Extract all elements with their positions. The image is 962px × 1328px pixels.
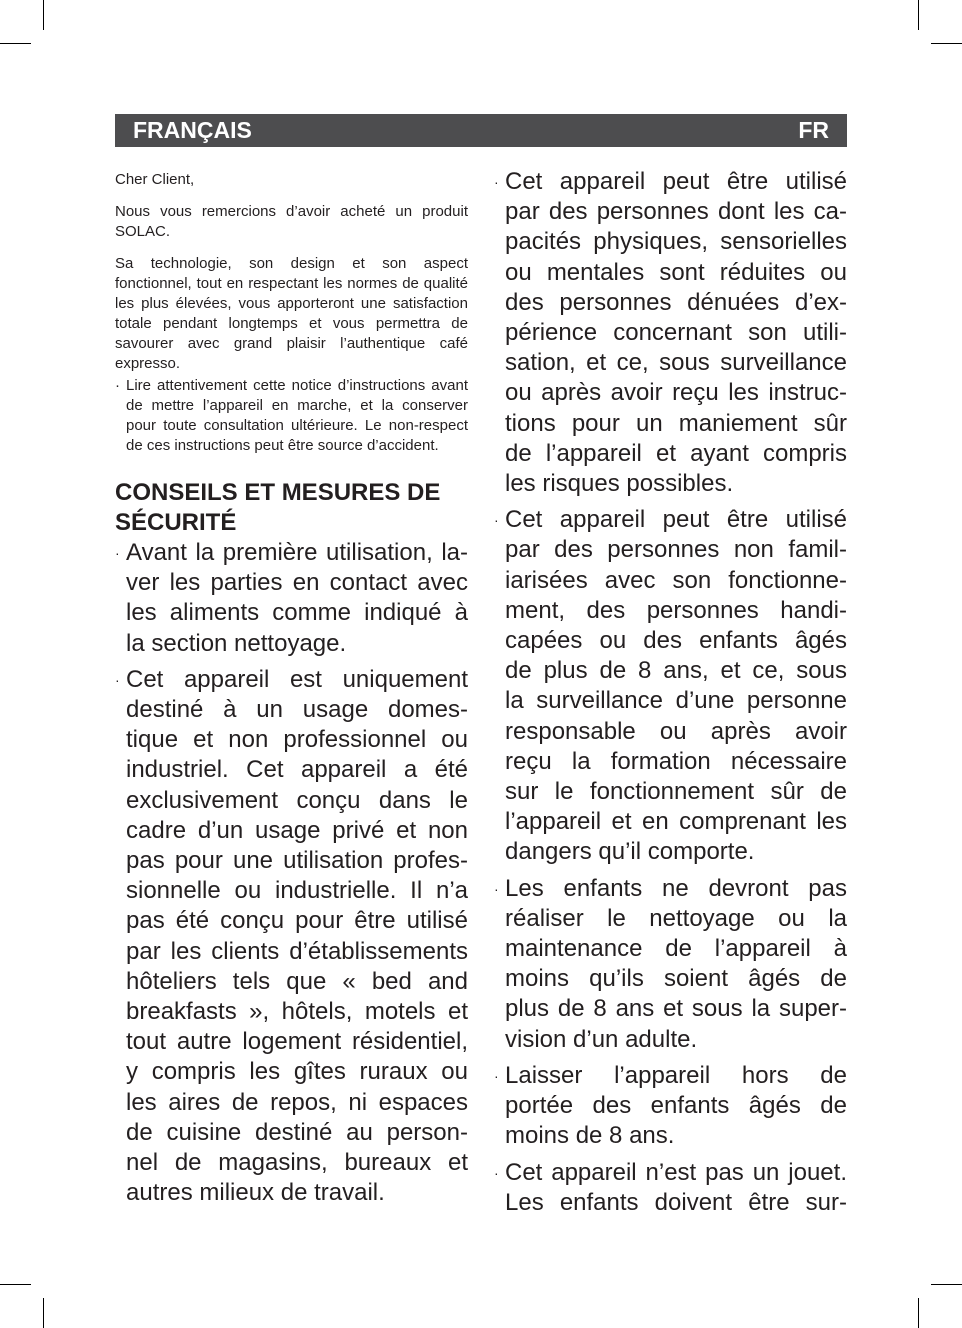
greeting: Cher Client, [115,171,195,188]
line: les risques possibles. [505,470,734,498]
line: dangers qu’il comporte. [505,838,755,866]
line: sionnelle ou industrielle. Il n’a [126,877,468,905]
language-code: FR [798,117,829,143]
crop-mark-top-left-h [0,43,31,44]
safety-item [494,1158,847,1218]
intro-section [115,170,468,456]
line: Cet appareil n’est pas un jouet. [505,1158,847,1186]
bullet-icon: · [494,174,499,190]
line: Cet appareil peut être utilisé [505,168,847,195]
line: tique et non professionnel ou [126,726,468,754]
line: industriel. Cet appareil a été [126,756,468,784]
safety-item [494,1061,847,1152]
bullet-icon: · [494,512,499,529]
line: par des personnes dont les ca- [505,198,847,226]
line: l’appareil et en comprenant les [505,808,847,836]
line: autres milieux de travail. [126,1179,385,1207]
safety-heading-line2: SÉCURITÉ [115,509,237,536]
description-paragraph: Sa technologie, son design et son aspect fonctionnel, tout en respectant les normes de qualité les plus élevées, vous apporteront une satisfaction totale pendant longtemps et vous permettra de savourer avec grand plaisir l’authentique café expresso. [115,255,468,372]
line: cadre d’un usage privé et non [126,816,468,844]
line: reçu la formation nécessaire [505,747,847,775]
safety-item [494,505,847,867]
line: ou après avoir reçu les instruc- [505,379,847,407]
line: nel de magasins, bureaux et [126,1149,468,1177]
line: portée des enfants âgés de [505,1092,847,1120]
line: y compris les gîtes ruraux ou [126,1058,468,1086]
line: les aliments comme indiqué à [126,599,468,627]
left-column [115,170,468,1214]
bullet-icon: · [494,880,499,897]
line: maintenance de l’appareil à [505,935,847,963]
line: Avant la première utilisation, la- [126,539,468,566]
line: Les enfants doivent être sur- [505,1188,847,1216]
line: pacités physiques, sensorielles [505,228,847,256]
line: pas pour une utilisation profes- [126,847,468,875]
line: tout autre logement résidentiel, [126,1028,468,1056]
line: Laisser l’appareil hors de [505,1061,847,1089]
line: sur le fonctionnement sûr de [505,778,847,806]
line: de cuisine destiné au person- [126,1118,468,1146]
line: par les clients d’établissements [126,937,468,965]
crop-mark-top-left-v [43,0,44,30]
right-column [494,167,847,1224]
language-title: FRANÇAIS [133,117,252,143]
line: des personnes dénuées d’ex- [505,288,847,316]
line: ment, des personnes handi- [505,596,847,624]
line: par des personnes non famil- [505,536,847,564]
line: Cet appareil peut être utilisé [505,506,847,534]
line: ver les parties en contact avec [126,569,468,597]
safety-heading-line1: CONSEILS ET MESURES DE [115,479,441,506]
language-header-bar [115,114,847,147]
line: exclusivement conçu dans le [126,786,468,814]
line: responsable ou après avoir [505,717,847,745]
line: ou mentales sont réduites ou [505,258,847,286]
crop-mark-bottom-left-v [43,1298,44,1328]
intro-bullet [115,376,468,456]
line: iarisées avec son fonctionne- [505,566,847,594]
line: hôteliers tels que « bed and [126,967,468,995]
line: les aires de repos, ni espaces [126,1088,468,1116]
line: pas été conçu pour être utilisé [126,907,468,935]
bullet-icon: · [115,377,120,394]
line: moins qu’ils soient âgés de [505,965,847,993]
crop-mark-bottom-right-h [931,1284,962,1285]
line: Cet appareil est uniquement [126,665,468,693]
safety-item [494,874,847,1055]
line: breakfasts », hôtels, motels et [126,998,468,1026]
line: destiné à un usage domes- [126,696,468,724]
line: tions pour un maniement sûr [505,409,847,437]
bullet-icon: · [494,1067,499,1084]
safety-item [115,538,468,659]
line: capées ou des enfants âgés [505,627,847,655]
line: vision d’un adulte. [505,1025,698,1053]
line: de plus de 8 ans, et ce, sous [505,657,847,685]
bullet-icon: · [115,671,120,688]
line: sation, et ce, sous surveillance [505,349,847,377]
bullet-icon: · [494,1164,499,1181]
safety-list-left [115,538,468,1208]
line: moins de 8 ans. [505,1122,675,1150]
crop-mark-bottom-left-h [0,1284,31,1285]
crop-mark-top-right-v [918,0,919,30]
line: de l’appareil et ayant compris [505,439,847,467]
line: réaliser le nettoyage ou la [505,904,847,932]
line: Les enfants ne devront pas [505,874,847,902]
thanks-paragraph: Nous vous remercions d’avoir acheté un produit SOLAC. [115,203,468,240]
bullet-icon: · [115,545,120,561]
safety-item [115,665,468,1209]
safety-item [494,167,847,499]
crop-mark-top-right-h [931,43,962,44]
line: plus de 8 ans et sous la super- [505,995,847,1023]
crop-mark-bottom-right-v [918,1298,919,1328]
intro-bullet-text: Lire attentivement cette notice d’instructions avant de mettre l’appareil en marche, et la conserver pour toute consultation ultérieure. Le non-respect de ces instructions peut être source d’accident. [126,377,468,454]
line: la surveillance d’une personne [505,687,847,715]
safety-heading [115,478,468,538]
line: périence concernant son utili- [505,319,847,347]
line: la section nettoyage. [126,629,347,657]
